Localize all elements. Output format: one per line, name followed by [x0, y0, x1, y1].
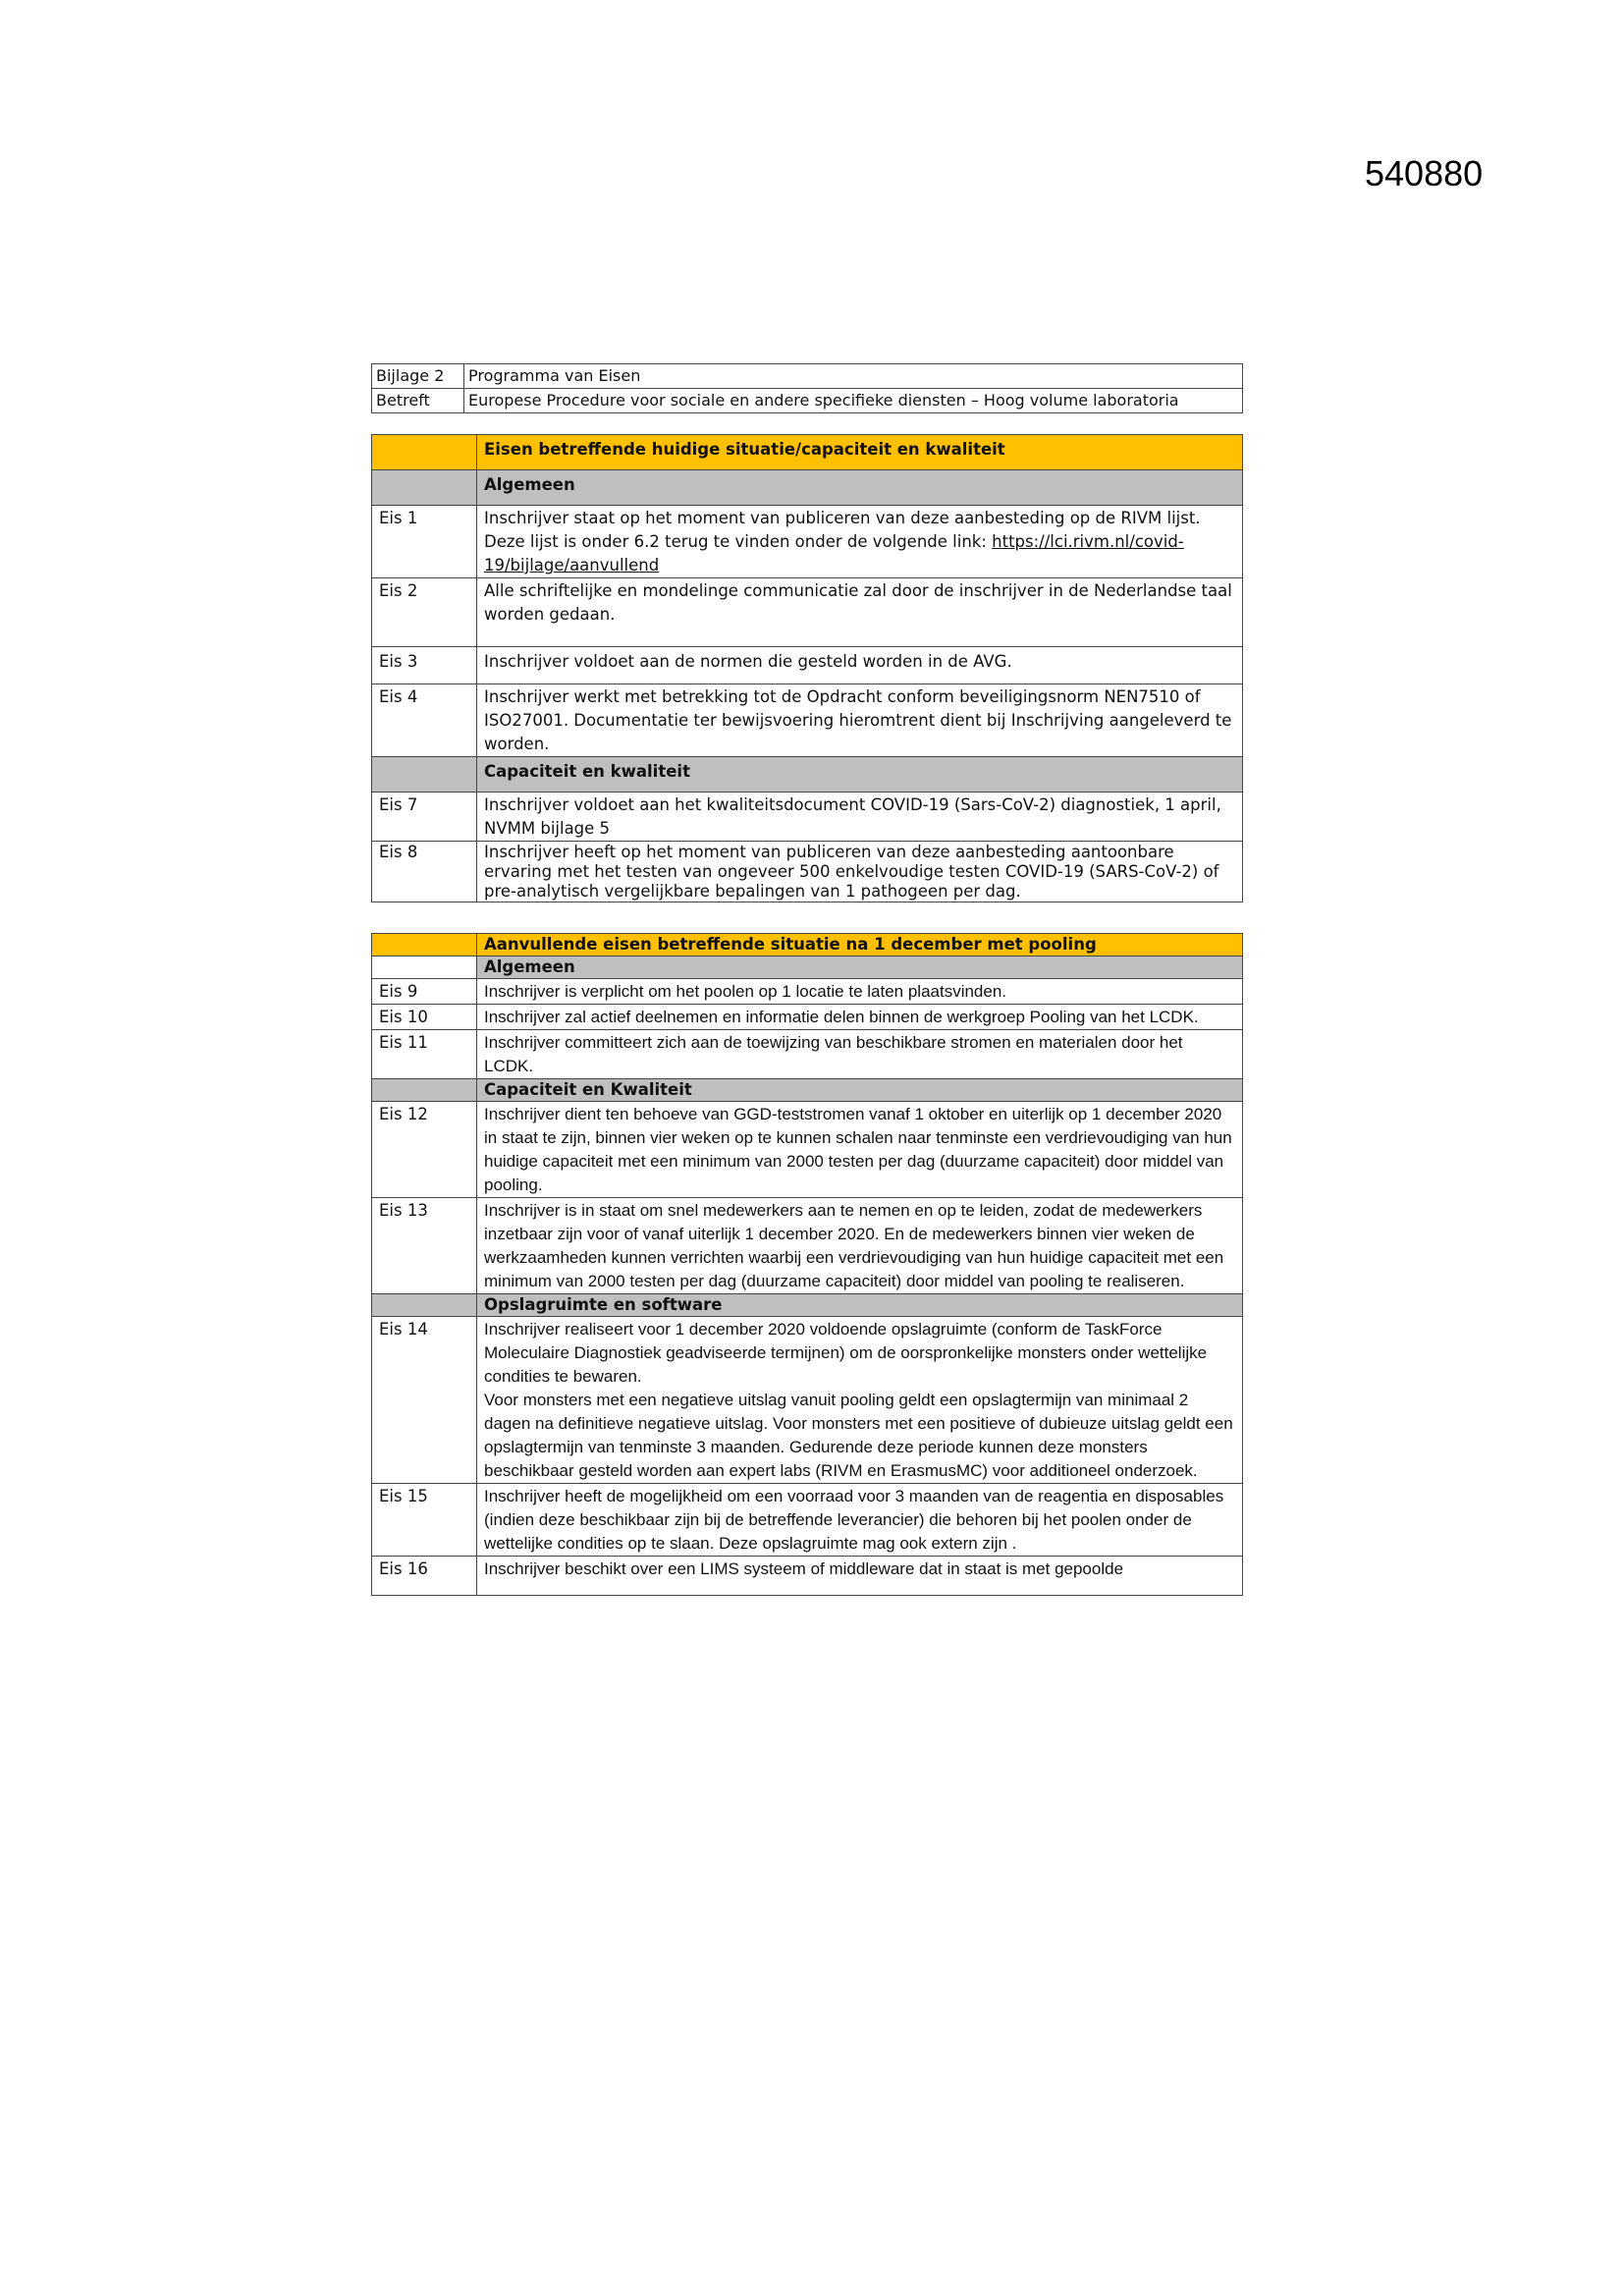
- requirement-text: Alle schriftelijke en mondelinge communicatie zal door de inschrijver in de Nederlandse taal worden gedaan.: [477, 578, 1243, 647]
- requirement-text: [477, 506, 1243, 578]
- table-title-row: [372, 934, 1243, 957]
- section-header-row: [372, 757, 1243, 793]
- requirement-label: Eis 9: [372, 979, 477, 1005]
- requirement-label: Eis 14: [372, 1317, 477, 1484]
- requirement-text: Inschrijver dient ten behoeve van GGD-teststromen vanaf 1 oktober en uiterlijk op 1 december 2020 in staat te zijn, binnen vier weken op te kunnen schalen naar tenminste een verdrievoudiging van hun huidige capaciteit met een minimum van 2000 testen per dag (duurzame capaciteit) door middel van pooling.: [477, 1102, 1243, 1198]
- meta-label: Bijlage 2: [372, 364, 464, 389]
- section-heading: Capaciteit en kwaliteit: [477, 757, 1243, 793]
- meta-value: Programma van Eisen: [464, 364, 1243, 389]
- table-row: [372, 506, 1243, 578]
- meta-row: [372, 389, 1243, 413]
- table-title: Eisen betreffende huidige situatie/capaciteit en kwaliteit: [477, 435, 1243, 470]
- requirement-label: Eis 15: [372, 1484, 477, 1557]
- table-row: [372, 1198, 1243, 1294]
- meta-table: [371, 363, 1243, 413]
- requirement-paragraph: Inschrijver realiseert voor 1 december 2020 voldoende opslagruimte (conform de TaskForce Moleculaire Diagnostiek geadviseerde termijnen) om de oorspronkelijke monsters onder wettelijke condities te bewaren.: [484, 1320, 1208, 1386]
- section-header-row: [372, 957, 1243, 979]
- table-title-row: [372, 435, 1243, 470]
- table-row: [372, 647, 1243, 684]
- table-row: [372, 1317, 1243, 1484]
- requirement-label: Eis 11: [372, 1030, 477, 1079]
- table-row: [372, 578, 1243, 647]
- table-row: [372, 842, 1243, 902]
- table-row: [372, 979, 1243, 1005]
- requirement-label: Eis 7: [372, 793, 477, 842]
- meta-value: Europese Procedure voor sociale en andere specifieke diensten – Hoog volume laboratoria: [464, 389, 1243, 413]
- table-row: [372, 1005, 1243, 1030]
- meta-row: [372, 364, 1243, 389]
- section-header-row: [372, 1079, 1243, 1102]
- section-heading: Capaciteit en Kwaliteit: [477, 1079, 1243, 1102]
- requirement-text-body: Inschrijver staat op het moment van publiceren van deze aanbesteding op de RIVM lijst. Deze lijst is onder 6.2 terug te vinden onder de volgende link:: [484, 509, 1201, 551]
- section-heading: Opslagruimte en software: [477, 1294, 1243, 1317]
- requirement-label: Eis 1: [372, 506, 477, 578]
- requirement-label: Eis 3: [372, 647, 477, 684]
- requirement-label: Eis 8: [372, 842, 477, 902]
- table-row: [372, 793, 1243, 842]
- requirement-text: Inschrijver is verplicht om het poolen op 1 locatie te laten plaatsvinden.: [477, 979, 1243, 1005]
- requirement-label: Eis 13: [372, 1198, 477, 1294]
- requirements-table-current: [371, 434, 1243, 902]
- section-heading: Algemeen: [477, 957, 1243, 979]
- requirement-text: Inschrijver heeft op het moment van publiceren van deze aanbesteding aantoonbare ervaring met het testen van ongeveer 500 enkelvoudige testen COVID-19 (SARS-CoV-2) of pre-analytisch vergelijkbare bepalingen van 1 pathogeen per dag.: [477, 842, 1243, 902]
- requirement-text: Inschrijver voldoet aan het kwaliteitsdocument COVID-19 (Sars-CoV-2) diagnostiek, 1 april, NVMM bijlage 5: [477, 793, 1243, 842]
- meta-label: Betreft: [372, 389, 464, 413]
- requirement-text: Inschrijver is in staat om snel medewerkers aan te nemen en op te leiden, zodat de medewerkers inzetbaar zijn voor of vanaf uiterlijk 1 december 2020. En de medewerkers binnen vier weken de werkzaamheden kunnen verrichten waarbij een verdrievoudiging van hun huidige capaciteit met een minimum van 2000 testen per dag (duurzame capaciteit) door middel van pooling te realiseren.: [477, 1198, 1243, 1294]
- requirement-label: Eis 16: [372, 1557, 477, 1596]
- requirement-text: Inschrijver zal actief deelnemen en informatie delen binnen de werkgroep Pooling van het LCDK.: [477, 1005, 1243, 1030]
- section-header-row: [372, 1294, 1243, 1317]
- requirement-text: Inschrijver voldoet aan de normen die gesteld worden in de AVG.: [477, 647, 1243, 684]
- requirement-label: Eis 12: [372, 1102, 477, 1198]
- requirement-text: Inschrijver beschikt over een LIMS systeem of middleware dat in staat is met gepoolde: [477, 1557, 1243, 1596]
- requirement-text: [477, 1317, 1243, 1484]
- requirement-text: Inschrijver heeft de mogelijkheid om een voorraad voor 3 maanden van de reagentia en disposables (indien deze beschikbaar zijn bij de betreffende leverancier) die behoren bij het poolen onder de wettelijke condities op te slaan. Deze opslagruimte mag ook extern zijn .: [477, 1484, 1243, 1557]
- table-row: [372, 1484, 1243, 1557]
- table-title: Aanvullende eisen betreffende situatie na 1 december met pooling: [477, 934, 1243, 957]
- document-number: 540880: [1365, 153, 1484, 193]
- table-row: [372, 1030, 1243, 1079]
- requirement-text: Inschrijver committeert zich aan de toewijzing van beschikbare stromen en materialen door het LCDK.: [477, 1030, 1243, 1079]
- rivm-link[interactable]: https://lci.rivm.nl/covid-19/bijlage/aanvullend: [484, 532, 1184, 574]
- table-row: [372, 1102, 1243, 1198]
- requirement-label: Eis 2: [372, 578, 477, 647]
- section-header-row: [372, 470, 1243, 506]
- requirements-table-pooling: [371, 933, 1243, 1596]
- requirement-label: Eis 4: [372, 684, 477, 757]
- table-row: [372, 684, 1243, 757]
- table-row: [372, 1557, 1243, 1596]
- requirement-paragraph: Voor monsters met een negatieve uitslag vanuit pooling geldt een opslagtermijn van minimaal 2 dagen na definitieve negatieve uitslag. Voor monsters met een positieve of dubieuze uitslag geldt een opslagtermijn van tenminste 3 maanden. Gedurende deze periode kunnen deze monsters beschikbaar gesteld worden aan expert labs (RIVM en ErasmusMC) voor additioneel onderzoek.: [484, 1391, 1233, 1480]
- requirement-label: Eis 10: [372, 1005, 477, 1030]
- requirement-text: Inschrijver werkt met betrekking tot de Opdracht conform beveiligingsnorm NEN7510 of ISO27001. Documentatie ter bewijsvoering hieromtrent dient bij Inschrijving aangeleverd te worden.: [477, 684, 1243, 757]
- section-heading: Algemeen: [477, 470, 1243, 506]
